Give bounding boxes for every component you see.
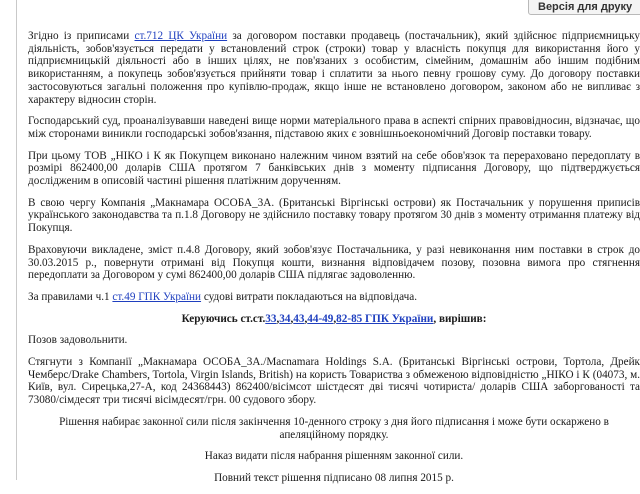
top-bar	[0, 0, 640, 16]
paragraph-supplier-breach: В свою чергу Компанія „Макнамара ОСОБА_3А. (Британські Віргінські острови) як Постачальник у порушення приписів українського законодавства та п.1.8 Договору не здійснило поставку товару протягом 30 днів з моменту отримання платежу від Покупця.	[28, 196, 640, 235]
link-art-49-commercial-procedure-code[interactable]: ст.49 ГПК України	[112, 290, 202, 303]
paragraph-signing-date: Повний текст рішення підписано 08 липня 2015 р.	[214, 471, 454, 484]
paragraph-prepayment: При цьому ТОВ „НІКО і К як Покупцем виконано належним чином взятий на себе обов'язок та перераховано передоплату в розмірі 862400,00 доларів США протягом 7 банківських днів з моменту підписання Договору, що підтверджується дослідженим в описовій частині рішення платіжним дорученням.	[28, 149, 640, 188]
link-art-34[interactable]: 34	[279, 312, 291, 325]
decision-text	[28, 30, 640, 494]
print-version-button[interactable]: Версія для друку	[528, 0, 640, 15]
paragraph-issue-order: Наказ видати після набрання рішенням законної сили.	[204, 450, 464, 463]
paragraph-court-analysis: Господарський суд, проаналізувавши наведені вище норми матеріального права в аспекті спірних правовідносин, відзначає, що між сторонами виникли господарські зобов'язання, підставою яких є зовнішньоекономічний Договір поставки товару.	[28, 115, 640, 140]
link-art-82-85-commercial-procedure-code[interactable]: 82-85 ГПК України	[336, 312, 434, 325]
paragraph-guided-by: Керуючись ст.ст.33,34,43,44-49,82-85 ГПК України, вирішив:	[181, 312, 487, 325]
link-art-712-civil-code[interactable]: ст.712 ЦК України	[134, 30, 228, 42]
paragraph-refund-claim: Враховуючи викладене, зміст п.4.8 Договору, який зобов'язує Постачальника, у разі невиконання ним поставки в строк до 30.03.2015 р., повернути отримані від Покупця кошти, визнання відповідачем позову, позовна вимога про стягнення передоплати за Договором у сумі 862400,00 доларів США підлягає задоволенню.	[28, 243, 640, 282]
content-left-border	[16, 0, 17, 480]
paragraph-recovery-order: Стягнути з Компанії „Макнамара ОСОБА_3А./Macnamara Holdings S.A. (Британські Віргінські острови, Тортола, Дрейк Чемберс/Drake Chambers, Tortola, Virgin Islands, British) на користь Товариства з обмеженою відповідністю „НІКО і К (04073, м. Київ, вул. Сирецька,27-А, код 24368443) 862400/вісімсот шістдесят дві тисячі чотириста/ доларів США заборгованості та 73080/сімдесят три тисячі вісімдесят/грн. 00 судового збору.	[28, 356, 640, 407]
paragraph-art-712: Згідно із приписами ст.712 ЦК України за договором поставки продавець (постачальник), який здійснює підприємницьку діяльність, зобов'язується передати у встановлений строк (строки) товар у власність покупця для використання його у підприємницькій діяльності або в інших цілях, не пов'язаних з особистим, сімейним, домашнім або іншим подібним використанням, а покупець зобов'язується прийняти товар і сплатити за нього певну грошову суму. До договору поставки застосовуються загальні положення про купівлю-продаж, якщо інше не встановлено договором, законом або не випливає з характеру відносин сторін.	[28, 30, 640, 106]
link-art-43[interactable]: 43	[293, 312, 305, 325]
paragraph-claim-granted: Позов задовольнити.	[28, 334, 128, 347]
paragraph-entry-into-force: Рішення набирає законної сили після закінчення 10-денного строку з дня його підписання і може бути оскаржено в апеляційному порядку.	[59, 415, 609, 441]
link-art-33[interactable]: 33	[265, 312, 277, 325]
paragraph-court-costs: За правилами ч.1 ст.49 ГПК України судові витрати покладаються на відповідача.	[28, 290, 417, 303]
link-art-44-49[interactable]: 44-49	[307, 312, 334, 325]
